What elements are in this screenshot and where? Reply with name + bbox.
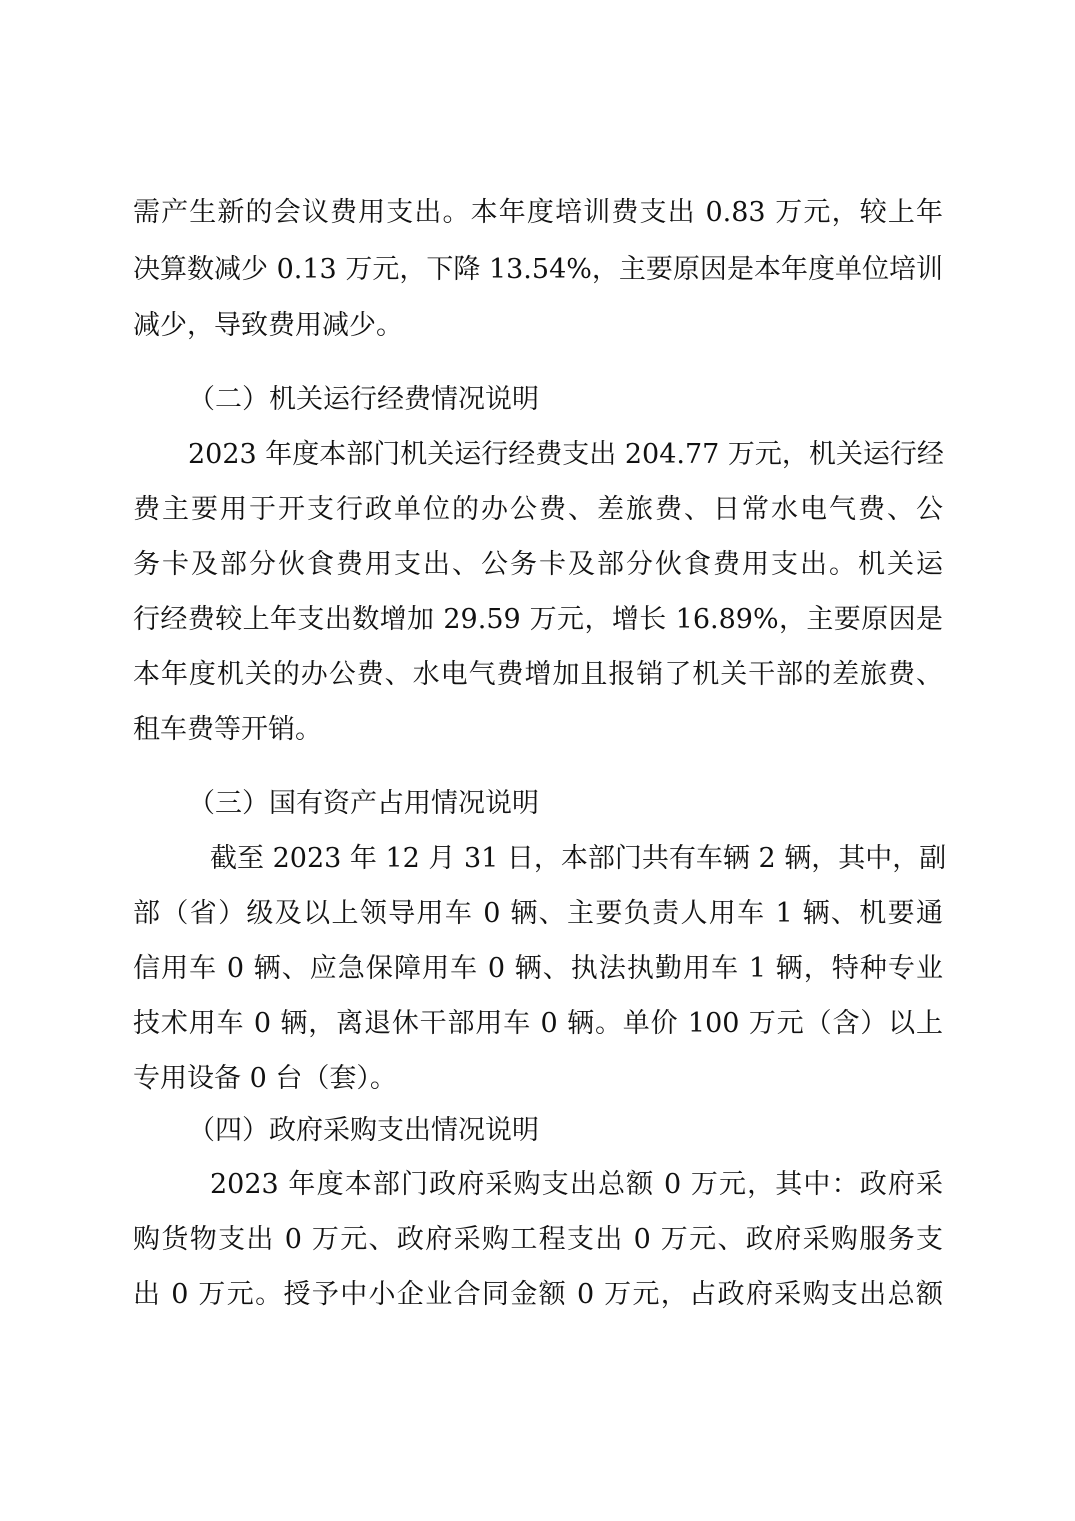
text-line: 本年度机关的办公费、水电气费增加且报销了机关干部的差旅费、 [133,659,943,690]
text-line: 部（省）级及以上领导用车 0 辆、主要负责人用车 1 辆、机要通 [133,898,943,929]
text-line: 截至 2023 年 12 月 31 日，本部门共有车辆 2 辆，其中，副 [210,843,947,874]
section-heading-3: （三）国有资产占用情况说明 [188,788,539,819]
section-heading-2: （二）机关运行经费情况说明 [188,384,539,415]
text-line: 2023 年度本部门机关运行经费支出 204.77 万元，机关运行经 [188,439,944,470]
text-line: 租车费等开销。 [133,714,322,745]
text-line: 出 0 万元。授予中小企业合同金额 0 万元，占政府采购支出总额 [133,1279,943,1310]
text-line: 行经费较上年支出数增加 29.59 万元，增长 16.89%，主要原因是 [133,604,943,635]
text-line: 专用设备 0 台（套）。 [133,1063,397,1094]
text-line: 费主要用于开支行政单位的办公费、差旅费、日常水电气费、公 [133,494,943,525]
text-line: 需产生新的会议费用支出。本年度培训费支出 0.83 万元，较上年 [133,197,943,228]
text-line: 务卡及部分伙食费用支出、公务卡及部分伙食费用支出。机关运 [133,549,943,580]
text-line: 购货物支出 0 万元、政府采购工程支出 0 万元、政府采购服务支 [133,1224,943,1255]
section-heading-4: （四）政府采购支出情况说明 [188,1115,539,1146]
text-line: 技术用车 0 辆，离退休干部用车 0 辆。单价 100 万元（含）以上 [133,1008,943,1039]
text-line: 信用车 0 辆、应急保障用车 0 辆、执法执勤用车 1 辆，特种专业 [133,953,943,984]
text-line: 减少，导致费用减少。 [133,310,403,341]
text-line: 2023 年度本部门政府采购支出总额 0 万元，其中：政府采 [210,1169,943,1200]
text-line: 决算数减少 0.13 万元，下降 13.54%，主要原因是本年度单位培训 [133,254,943,285]
